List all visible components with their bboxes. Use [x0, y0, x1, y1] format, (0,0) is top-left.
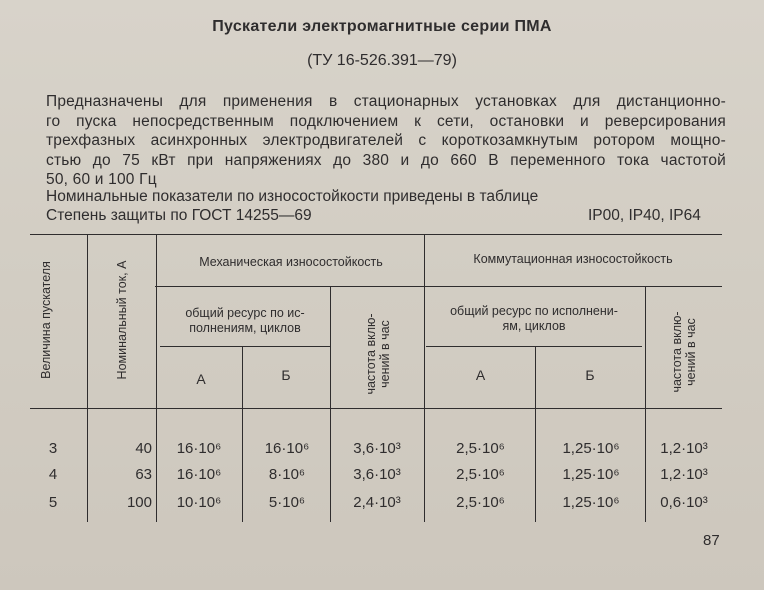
header-mech-frequency: [364, 294, 392, 414]
description-line: го пуска непосредственным подключением к сети, остановки и реверсирования: [46, 112, 726, 130]
page-number: 87: [703, 532, 720, 549]
description-line: стью до 75 кВт при напряжениях до 380 и до 660 В переменного тока частотой: [46, 151, 726, 169]
cell-current: 40: [135, 440, 152, 457]
description-paragraph: [46, 92, 726, 190]
header-starter-size: Величина пускателя: [39, 261, 53, 379]
header-mech-group: Механическая износостойкость: [199, 255, 383, 269]
table-group-rule: [155, 286, 722, 287]
header-freq-line: частота вклю-: [670, 311, 684, 393]
header-mech-resource-line: общий ресурс по ис-: [185, 306, 305, 320]
cell-comm-b: 1,25·10⁶: [562, 466, 620, 483]
header-mech-a: А: [196, 371, 206, 387]
table-col-divider: [645, 286, 646, 522]
table-col-divider: [156, 234, 157, 522]
description-line: Предназначены для применения в стационарных установках для дистанционно-: [46, 93, 726, 110]
header-mech-resource: [160, 306, 330, 336]
cell-comm-b: 1,25·10⁶: [562, 494, 620, 511]
spec-reference: (ТУ 16-526.391—79): [307, 52, 457, 69]
cell-mech-freq: 3,6·10³: [353, 466, 401, 483]
protection-label: Степень защиты по ГОСТ 14255—69: [46, 207, 312, 224]
table-sub-rule-mech: [160, 346, 330, 347]
cell-mech-b: 8·10⁶: [268, 466, 306, 483]
header-comm-resource-line: общий ресурс по исполнени-: [450, 304, 618, 318]
cell-mech-b: 16·10⁶: [264, 440, 310, 457]
page-title: Пускатели электромагнитные серии ПМА: [212, 18, 552, 35]
cell-size: 3: [48, 440, 58, 457]
cell-current: 100: [126, 494, 152, 511]
cell-mech-a: 10·10⁶: [176, 494, 222, 511]
description-line: трехфазных асинхронных электродвигателей с короткозамкнутым ротором мощно-: [46, 132, 726, 149]
cell-mech-b: 5·10⁶: [268, 494, 306, 511]
cell-comm-a: 2,5·10⁶: [456, 440, 505, 457]
header-mech-b: Б: [281, 367, 291, 383]
table-col-divider: [424, 234, 425, 522]
cell-comm-freq: 1,2·10³: [660, 466, 708, 483]
table-sub-rule-comm: [426, 346, 642, 347]
cell-comm-a: 2,5·10⁶: [456, 494, 505, 511]
cell-comm-freq: 1,2·10³: [660, 440, 708, 457]
cell-size: 4: [48, 466, 58, 483]
header-freq-line: чений в час: [378, 320, 392, 388]
header-freq-line: чений в час: [684, 318, 698, 386]
table-col-divider: [330, 286, 331, 522]
header-comm-frequency: [670, 292, 698, 412]
protection-value: IP00, IP40, IP64: [588, 207, 701, 224]
header-comm-resource-line: ям, циклов: [502, 319, 566, 333]
header-comm-resource: [426, 304, 642, 334]
description-line: 50, 60 и 100 Гц: [46, 171, 157, 188]
header-comm-a: А: [475, 367, 486, 383]
cell-comm-a: 2,5·10⁶: [456, 466, 505, 483]
cell-comm-freq: 0,6·10³: [660, 494, 708, 511]
header-rated-current: Номинальный ток, А: [115, 260, 129, 380]
header-freq-line: частота вклю-: [364, 313, 378, 395]
cell-current: 63: [135, 466, 152, 483]
table-note: Номинальные показатели по износостойкости приведены в таблице: [46, 188, 539, 205]
cell-comm-b: 1,25·10⁶: [562, 440, 620, 457]
table-top-rule: [30, 234, 722, 235]
cell-mech-freq: 3,6·10³: [353, 440, 401, 457]
header-comm-b: Б: [585, 367, 595, 383]
header-comm-group: Коммутационная износостойкость: [473, 252, 673, 266]
cell-size: 5: [48, 494, 58, 511]
cell-mech-a: 16·10⁶: [176, 440, 222, 457]
header-mech-resource-line: полнениям, циклов: [189, 321, 301, 335]
cell-mech-a: 16·10⁶: [176, 466, 222, 483]
cell-mech-freq: 2,4·10³: [353, 494, 401, 511]
